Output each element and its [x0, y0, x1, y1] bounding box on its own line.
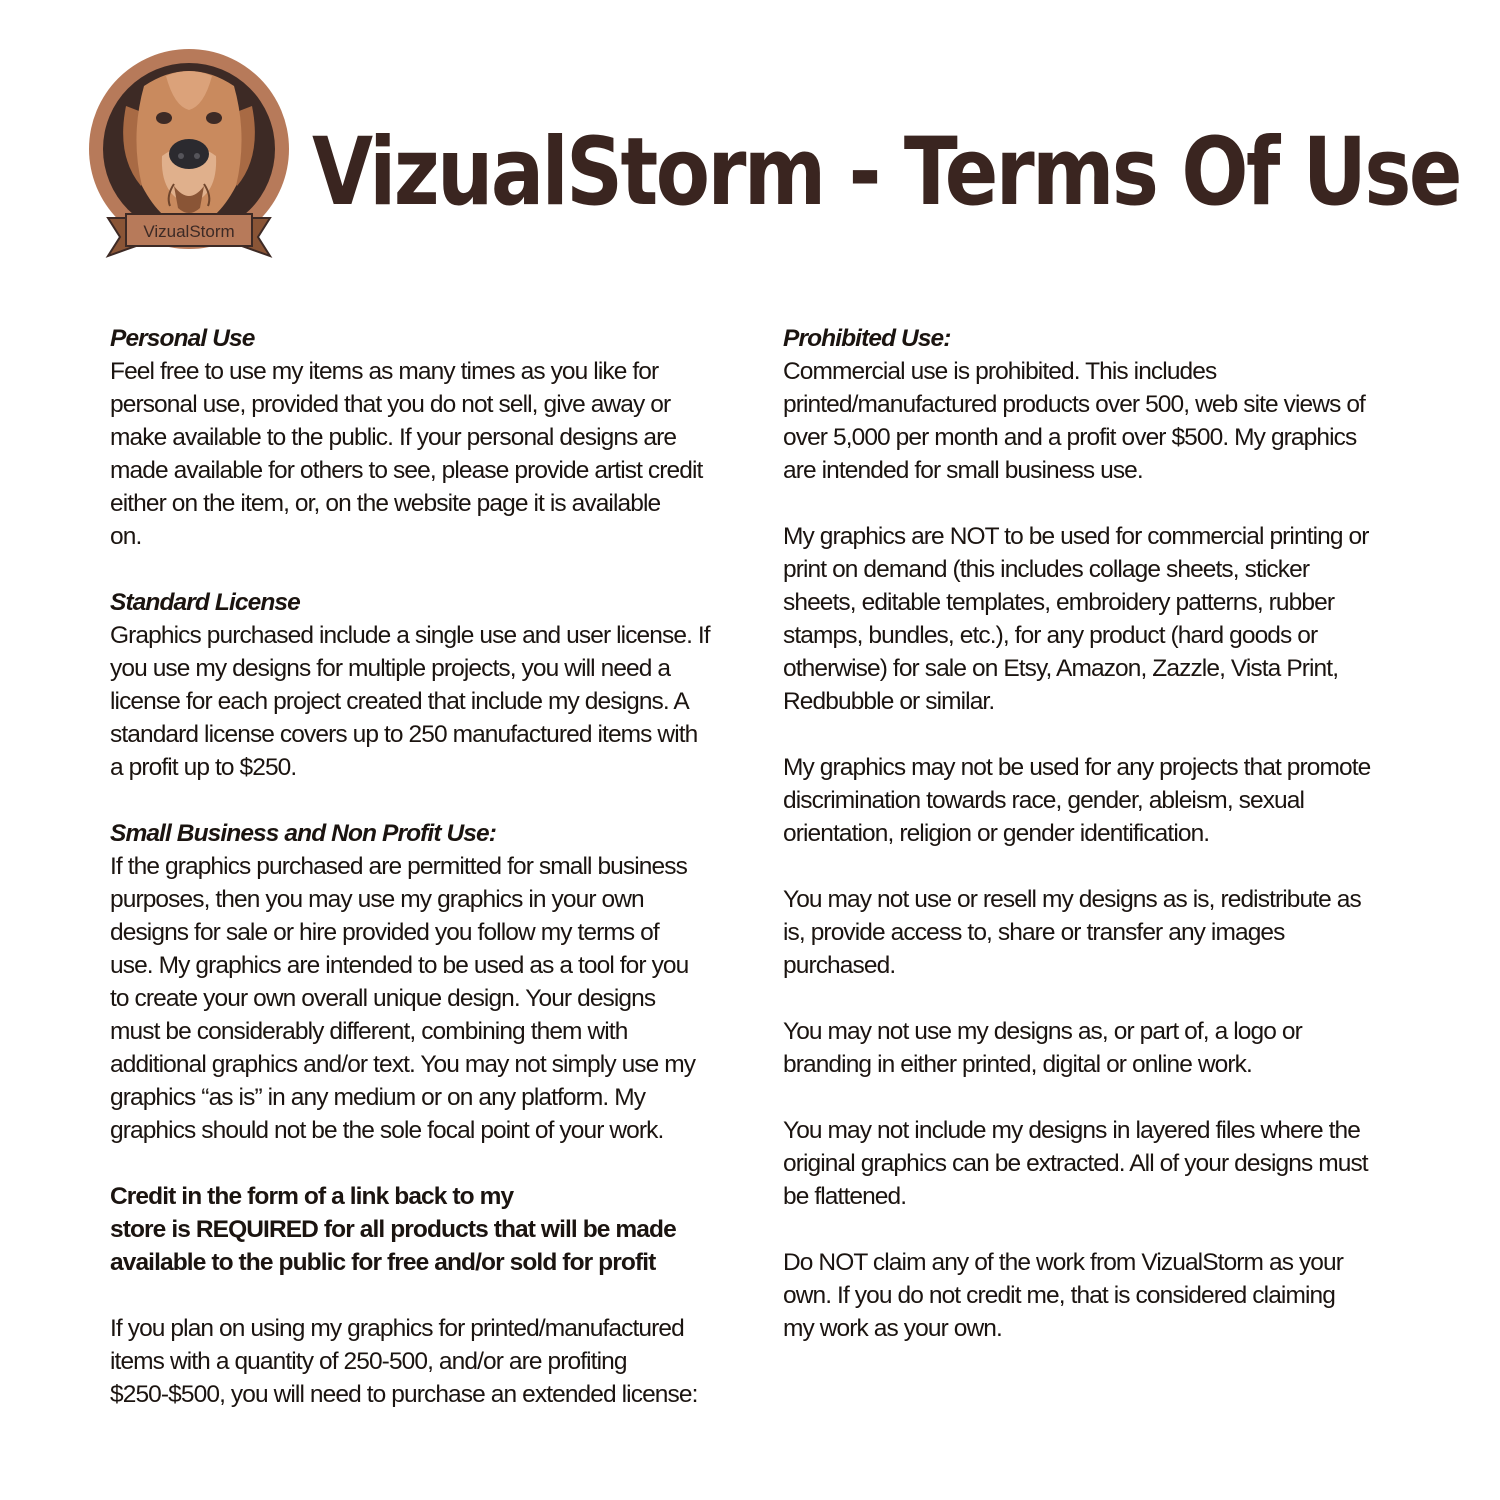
personal-use-section: [110, 322, 750, 553]
personal-use-body: Feel free to use my items as many times as you like for personal use, provided that you do not sell, give away or make available to the public. If your personal designs are made available for others to see, please provide artist credit either on the item, or, on the website page it is available on.: [110, 358, 703, 550]
standard-license-body: Graphics purchased include a single use and user license. If you use my designs for multiple projects, you will need a license for each project created that include my designs. A standard license covers up to 250 manufactured items with a profit up to $250.: [110, 622, 710, 781]
prohibited-paragraph: My graphics may not be used for any projects that promote discrimination towards race, gender, ableism, sexual orientation, religion or gender identification.: [783, 754, 1371, 847]
prohibited-use-heading: Prohibited Use:: [783, 325, 951, 352]
prohibited-paragraph: You may not use my designs as, or part of, a logo or branding in either printed, digital or online work.: [783, 1018, 1302, 1078]
prohibited-paragraph: My graphics are NOT to be used for commercial printing or print on demand (this includes collage sheets, sticker sheets, editable templates, embroidery patterns, rubber stamps, bundles, etc.), for any product (hard goods or otherwise) for sale on Etsy, Amazon, Zazzle, Vista Print, Redbubble or similar.: [783, 523, 1369, 715]
personal-use-heading: Personal Use: [110, 325, 255, 352]
credit-notice: Credit in the form of a link back to my store is REQUIRED for all products that will be made available to the public for free and/or sold for profit: [110, 1183, 676, 1276]
vizualstorm-logo: [86, 46, 292, 266]
prohibited-paragraph: Commercial use is prohibited. This includes printed/manufactured products over 500, web site views of over 5,000 per month and a profit over $500. My graphics are intended for small business use.: [783, 358, 1365, 484]
standard-license-heading: Standard License: [110, 589, 300, 616]
prohibited-paragraph: Do NOT claim any of the work from VizualStorm as your own. If you do not credit me, that is considered claiming my work as your own.: [783, 1249, 1344, 1342]
logo-banner-text: VizualStorm: [143, 222, 235, 241]
prohibited-paragraph: You may not include my designs in layered files where the original graphics can be extracted. All of your designs must be flattened.: [783, 1117, 1368, 1210]
prohibited-paragraph: You may not use or resell my designs as is, redistribute as is, provide access to, share or transfer any images purchased.: [783, 886, 1361, 979]
left-column: [110, 322, 750, 1411]
small-business-body: If the graphics purchased are permitted for small business purposes, then you may use my graphics in your own designs for sale or hire provided you follow my terms of use. My graphics are intended to be used as a tool for you to create your own overall unique design. Your designs must be considerably different, combining them with additional graphics and/or text. You may not simply use my graphics “as is” in any medium or on any platform. My graphics should not be the sole focal point of your work.: [110, 853, 696, 1144]
right-column: [783, 322, 1423, 1345]
page-title: VizualStorm - Terms Of Use: [312, 118, 1460, 227]
dog-badge-icon: [86, 46, 292, 266]
small-business-heading: Small Business and Non Profit Use:: [110, 820, 496, 847]
small-business-section: [110, 817, 750, 1147]
extended-license-notice: If you plan on using my graphics for printed/manufactured items with a quantity of 250-500, and/or are profiting $250-$500, you will need to purchase an extended license:: [110, 1315, 698, 1408]
standard-license-section: [110, 586, 750, 784]
